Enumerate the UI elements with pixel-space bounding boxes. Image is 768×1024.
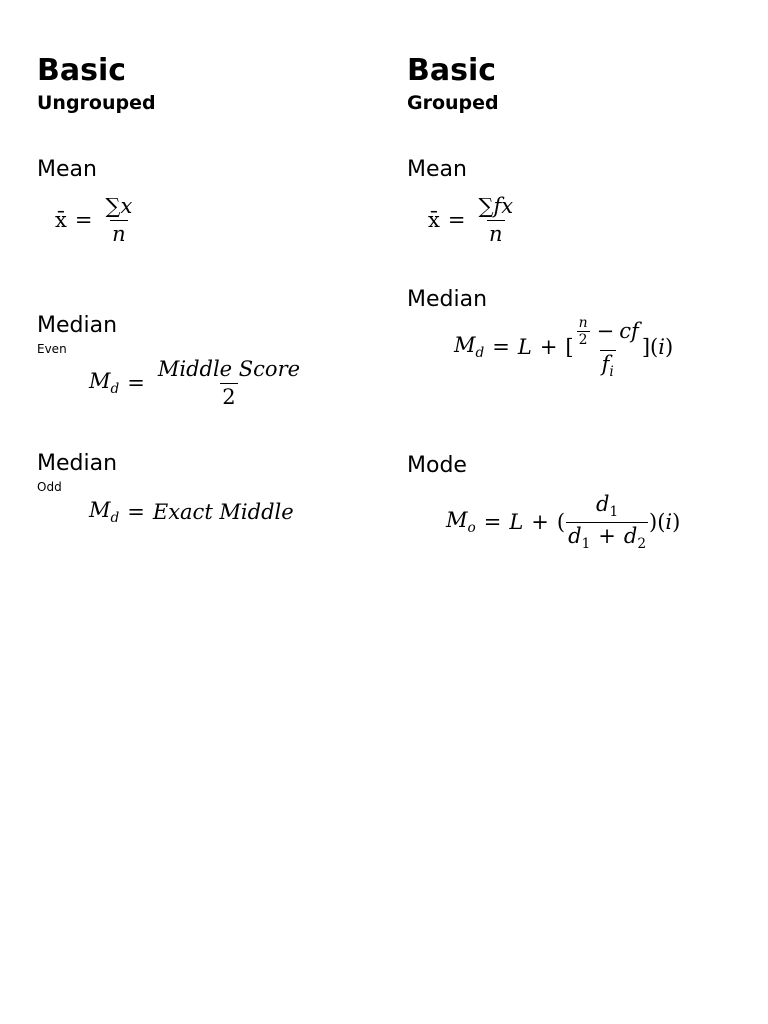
median-var: M xyxy=(89,368,111,393)
mean-fraction xyxy=(476,196,515,245)
mean-symbol: x̄ xyxy=(428,208,440,232)
close-paren: ) xyxy=(649,510,658,535)
denominator-var: n xyxy=(489,222,503,246)
numerator-var: x xyxy=(120,194,133,218)
left-heading: Basic xyxy=(37,53,127,88)
d2-var: d xyxy=(623,524,638,549)
left-mean-formula xyxy=(55,196,137,245)
left-median-even-note: Even xyxy=(37,342,67,356)
right-mode-label: Mode xyxy=(407,453,467,478)
equals-sign: = xyxy=(127,371,145,395)
left-median-even-formula xyxy=(89,359,305,408)
right-subheading: Grouped xyxy=(407,92,499,114)
mode-var: M xyxy=(446,508,468,533)
median-var: M xyxy=(89,498,111,522)
median-even-fraction xyxy=(156,359,302,408)
median-sub: d xyxy=(475,344,485,361)
left-median-odd-formula xyxy=(89,500,294,525)
mode-fraction xyxy=(566,494,648,552)
equals-sign: = xyxy=(483,510,502,535)
interval-term: (i) xyxy=(657,510,681,535)
interval-term: (i) xyxy=(650,335,674,360)
plus-sign: + xyxy=(598,524,616,549)
d1-var: d xyxy=(568,524,582,549)
inner-numerator: n xyxy=(578,315,588,331)
right-heading: Basic xyxy=(407,53,497,88)
numerator-var: fx xyxy=(493,194,514,218)
close-bracket: ] xyxy=(641,335,651,360)
denominator-text: 2 xyxy=(222,385,236,409)
inner-denominator: 2 xyxy=(578,332,588,348)
left-median-odd-label: Median xyxy=(37,451,118,476)
freq-var: f xyxy=(601,352,610,376)
right-mean-label: Mean xyxy=(407,157,467,182)
equals-sign: = xyxy=(74,208,93,232)
freq-sub: i xyxy=(609,363,614,380)
d1-var: d xyxy=(595,492,610,516)
median-fraction xyxy=(575,316,641,379)
left-mean-label: Mean xyxy=(37,157,97,182)
right-mode-formula xyxy=(446,494,680,552)
d1-sub: 1 xyxy=(581,536,591,553)
mean-fraction xyxy=(103,196,134,245)
d1-sub: 1 xyxy=(609,503,619,520)
equals-sign: = xyxy=(492,335,510,360)
median-sub: d xyxy=(110,509,120,526)
mode-sub: o xyxy=(467,519,476,536)
mean-symbol: x̄ xyxy=(55,208,67,232)
left-median-even-label: Median xyxy=(37,313,118,338)
median-sub: d xyxy=(110,380,120,397)
equals-sign: = xyxy=(127,500,145,525)
open-paren: ( xyxy=(556,510,566,535)
left-subheading: Ungrouped xyxy=(37,92,156,114)
minus-sign: − xyxy=(596,319,615,343)
plus-sign: + xyxy=(531,510,549,535)
sum-icon: ∑ xyxy=(478,194,494,218)
denominator-var: n xyxy=(112,222,126,246)
n-over-2-fraction xyxy=(577,316,590,347)
median-var: M xyxy=(454,333,476,357)
plus-sign: + xyxy=(539,335,558,360)
open-bracket: [ xyxy=(565,335,574,360)
right-median-label: Median xyxy=(407,287,488,312)
cumulative-freq-var: cf xyxy=(619,319,639,343)
lower-boundary-var: L xyxy=(509,510,524,535)
right-median-formula xyxy=(454,316,673,379)
numerator-text: Middle Score xyxy=(157,357,301,381)
sum-icon: ∑ xyxy=(105,194,121,218)
left-median-odd-note: Odd xyxy=(37,480,62,494)
right-mean-formula xyxy=(428,196,518,245)
exact-middle-text: Exact Middle xyxy=(152,500,294,525)
d2-sub: 2 xyxy=(637,536,646,553)
lower-boundary-var: L xyxy=(517,335,532,360)
equals-sign: = xyxy=(447,208,466,232)
